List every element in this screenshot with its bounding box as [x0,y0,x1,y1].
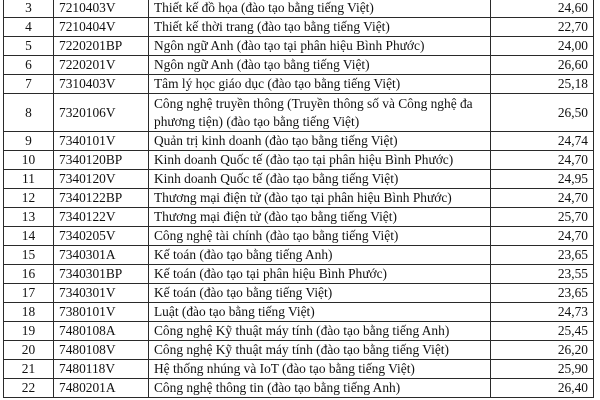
table-row [4,208,594,227]
score-cell: 24,60 [491,0,594,18]
score-cell: 26,40 [491,379,594,398]
table-row [4,37,594,56]
major-code-cell: 7340205V [54,227,149,246]
score-cell: 23,65 [491,246,594,265]
major-name-cell: Thiết kế đồ họa (đào tạo bằng tiếng Việt) [149,0,491,18]
major-name-cell: Ngôn ngữ Anh (đào tạo tại phân hiệu Bình Phước) [149,37,491,56]
table-row [4,360,594,379]
major-code-cell: 7380101V [54,303,149,322]
row-number-cell: 10 [4,151,54,170]
major-name-cell: Kế toán (đào tạo tại phân hiệu Bình Phước) [149,265,491,284]
row-number-cell: 7 [4,75,54,94]
major-name-cell: Kế toán (đào tạo bằng tiếng Việt) [149,284,491,303]
admission-score-table [3,0,594,398]
major-name-cell: Ngôn ngữ Anh (đào tạo bằng tiếng Việt) [149,56,491,75]
table-row [4,189,594,208]
score-cell: 22,70 [491,18,594,37]
major-name-cell: Tâm lý học giáo dục (đào tạo bằng tiếng Việt) [149,75,491,94]
row-number-cell: 11 [4,170,54,189]
score-cell: 24,70 [491,189,594,208]
major-name-cell: Công nghệ thông tin (đào tạo bằng tiếng Anh) [149,379,491,398]
major-code-cell: 7480108V [54,341,149,360]
major-code-cell: 7340122BP [54,189,149,208]
major-name-cell: Công nghệ Kỹ thuật máy tính (đào tạo bằng tiếng Anh) [149,322,491,341]
row-number-cell: 6 [4,56,54,75]
table-row [4,246,594,265]
table-body [4,0,594,398]
table-row [4,75,594,94]
major-code-cell: 7210403V [54,0,149,18]
table-row [4,341,594,360]
major-code-cell: 7480201A [54,379,149,398]
table-row [4,379,594,398]
major-name-cell: Thương mại điện tử (đào tạo tại phân hiệu Bình Phước) [149,189,491,208]
table-row [4,170,594,189]
score-cell: 23,55 [491,265,594,284]
major-name-cell: Thiết kế thời trang (đào tạo bằng tiếng Việt) [149,18,491,37]
row-number-cell: 21 [4,360,54,379]
row-number-cell: 22 [4,379,54,398]
row-number-cell: 19 [4,322,54,341]
major-code-cell: 7340120BP [54,151,149,170]
row-number-cell: 12 [4,189,54,208]
row-number-cell: 15 [4,246,54,265]
major-code-cell: 7220201BP [54,37,149,56]
score-cell: 24,70 [491,227,594,246]
table-row [4,303,594,322]
major-code-cell: 7480118V [54,360,149,379]
row-number-cell: 3 [4,0,54,18]
major-name-cell: Công nghệ truyền thông (Truyền thông số và Công nghệ đa phương tiện) (đào tạo bằng tiếng Việt) [149,94,491,132]
row-number-cell: 16 [4,265,54,284]
table-row [4,18,594,37]
row-number-cell: 9 [4,132,54,151]
major-code-cell: 7340101V [54,132,149,151]
score-cell: 26,20 [491,341,594,360]
row-number-cell: 18 [4,303,54,322]
row-number-cell: 13 [4,208,54,227]
major-name-cell: Thương mại điện tử (đào tạo bằng tiếng Việt) [149,208,491,227]
major-code-cell: 7340120V [54,170,149,189]
major-name-cell: Công nghệ tài chính (đào tạo bằng tiếng Việt) [149,227,491,246]
major-name-cell: Kế toán (đào tạo bằng tiếng Anh) [149,246,491,265]
major-code-cell: 7210404V [54,18,149,37]
row-number-cell: 5 [4,37,54,56]
score-cell: 24,74 [491,132,594,151]
table-row [4,94,594,132]
score-cell: 24,95 [491,170,594,189]
score-cell: 25,18 [491,75,594,94]
table-row [4,265,594,284]
table-row [4,0,594,18]
major-name-cell: Kinh doanh Quốc tế (đào tạo tại phân hiệu Bình Phước) [149,151,491,170]
row-number-cell: 17 [4,284,54,303]
major-name-cell: Hệ thống nhúng và IoT (đào tạo bằng tiếng Việt) [149,360,491,379]
major-name-cell: Quản trị kinh doanh (đào tạo bằng tiếng Việt) [149,132,491,151]
table-row [4,132,594,151]
score-cell: 24,73 [491,303,594,322]
table-row [4,322,594,341]
major-name-cell: Luật (đào tạo bằng tiếng Việt) [149,303,491,322]
score-cell: 24,00 [491,37,594,56]
row-number-cell: 20 [4,341,54,360]
table-row [4,284,594,303]
major-code-cell: 7480108A [54,322,149,341]
major-code-cell: 7340301V [54,284,149,303]
row-number-cell: 14 [4,227,54,246]
major-code-cell: 7320106V [54,94,149,132]
major-code-cell: 7340301A [54,246,149,265]
score-cell: 24,70 [491,151,594,170]
table-row [4,151,594,170]
major-code-cell: 7340122V [54,208,149,227]
table-row [4,227,594,246]
major-name-cell: Công nghệ Kỹ thuật máy tính (đào tạo bằng tiếng Việt) [149,341,491,360]
score-cell: 25,45 [491,322,594,341]
score-cell: 26,50 [491,94,594,132]
score-cell: 26,60 [491,56,594,75]
major-name-cell: Kinh doanh Quốc tế (đào tạo bằng tiếng Việt) [149,170,491,189]
major-code-cell: 7310403V [54,75,149,94]
row-number-cell: 8 [4,94,54,132]
score-cell: 25,90 [491,360,594,379]
major-code-cell: 7340301BP [54,265,149,284]
table-row [4,56,594,75]
row-number-cell: 4 [4,18,54,37]
score-cell: 25,70 [491,208,594,227]
score-cell: 23,65 [491,284,594,303]
major-code-cell: 7220201V [54,56,149,75]
